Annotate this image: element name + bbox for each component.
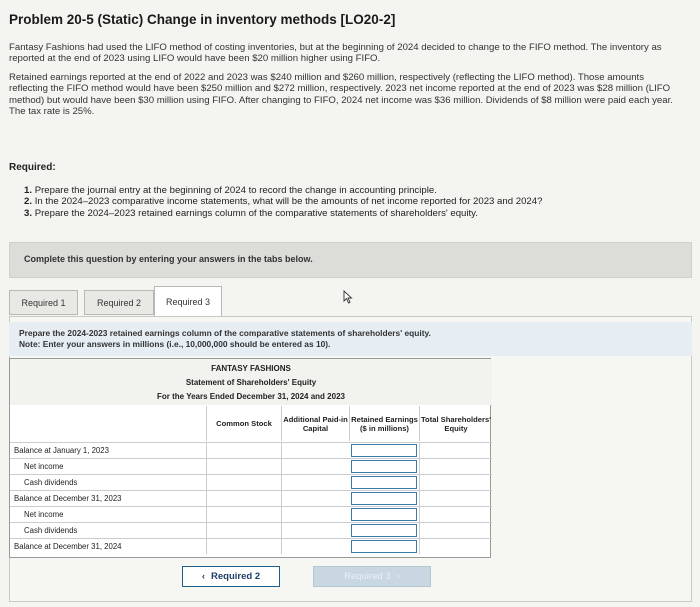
row-label: Balance at December 31, 2023 <box>14 494 122 503</box>
instruction-line: Prepare the 2024-2023 retained earnings column of the comparative statements of shareholders' equity. <box>19 328 431 338</box>
table-row <box>10 490 492 506</box>
mouse-cursor-icon <box>343 290 353 304</box>
column-header-apic: Additional Paid-in Capital <box>281 406 349 441</box>
column-header-retained-earnings: Retained Earnings ($ in millions) <box>349 406 419 441</box>
table-row <box>10 458 492 474</box>
prev-button-label: Required 2 <box>211 571 261 582</box>
tab-required-2[interactable]: Required 2 <box>84 290 154 315</box>
tab-required-3[interactable]: Required 3 <box>154 286 222 317</box>
retained-earnings-input[interactable] <box>351 540 417 553</box>
row-label: Cash dividends <box>24 478 78 487</box>
row-label: Cash dividends <box>24 526 78 535</box>
chevron-right-icon: › <box>396 571 400 582</box>
problem-title: Problem 20-5 (Static) Change in inventory methods [LO20-2] <box>9 12 396 27</box>
instruction-note: Note: Enter your answers in millions (i.e., 10,000,000 should be entered as 10). <box>19 339 331 349</box>
requirement-item: 3. Prepare the 2024–2023 retained earnings column of the comparative statements of shareholders' equity. <box>24 207 478 219</box>
row-label: Net income <box>24 510 64 519</box>
statement-period: For the Years Ended December 31, 2024 and 2023 <box>157 392 345 401</box>
statement-company: FANTASY FASHIONS <box>211 364 291 373</box>
retained-earnings-input[interactable] <box>351 476 417 489</box>
table-row <box>10 474 492 490</box>
chevron-left-icon: ‹ <box>201 571 206 582</box>
retained-earnings-input[interactable] <box>351 524 417 537</box>
required-heading: Required: <box>9 162 56 173</box>
tab-required-1[interactable]: Required 1 <box>9 290 78 315</box>
next-required-button[interactable] <box>313 566 431 587</box>
retained-earnings-input[interactable] <box>351 444 417 457</box>
retained-earnings-input[interactable] <box>351 492 417 505</box>
statement-name: Statement of Shareholders' Equity <box>185 378 317 387</box>
row-label: Net income <box>24 462 64 471</box>
intro-paragraph: Fantasy Fashions had used the LIFO method of costing inventories, but at the beginning of 2024 decided to change to the FIFO method. The inventory as reported at the end of 2023 using LIFO would have been $20 million higher using FIFO. <box>9 42 662 65</box>
table-row <box>10 538 492 554</box>
table-row <box>10 506 492 522</box>
next-button-label: Required 3 <box>344 571 391 582</box>
table-row <box>10 442 492 458</box>
requirements-list <box>24 185 674 219</box>
retained-earnings-input[interactable] <box>351 508 417 521</box>
retained-earnings-input[interactable] <box>351 460 417 473</box>
table-row <box>10 522 492 538</box>
instructions-box <box>9 322 692 356</box>
row-label: Balance at December 31, 2024 <box>14 542 122 551</box>
complete-instruction-box <box>9 242 692 278</box>
column-header-total-equity: Total Shareholders' Equity <box>419 406 492 441</box>
requirement-item: 2. In the 2024–2023 comparative income statements, what will be the amounts of net income reported for 2023 and 2024? <box>24 196 543 208</box>
requirement-item: 1. Prepare the journal entry at the beginning of 2024 to record the change in accounting principle. <box>24 185 437 196</box>
detail-paragraph: Retained earnings reported at the end of 2022 and 2023 was $240 million and $260 million, respectively (reflecting the LIFO method). Those amounts reflecting the FIFO method would have been $250 million and $272 million, respectively. 2023 net income reported at the end of 2023 was $28 million (LIFO method) but would have been $30 million using FIFO. After changing to FIFO, 2024 net income was $36 million. Dividends of $8 million were paid each year. The tax rate is 25%. <box>9 72 673 118</box>
row-label: Balance at January 1, 2023 <box>14 446 109 455</box>
complete-instruction: Complete this question by entering your answers in the tabs below. <box>24 254 313 264</box>
column-header-common-stock: Common Stock <box>206 406 281 441</box>
statement-table <box>9 358 491 558</box>
prev-required-button[interactable] <box>182 566 280 587</box>
